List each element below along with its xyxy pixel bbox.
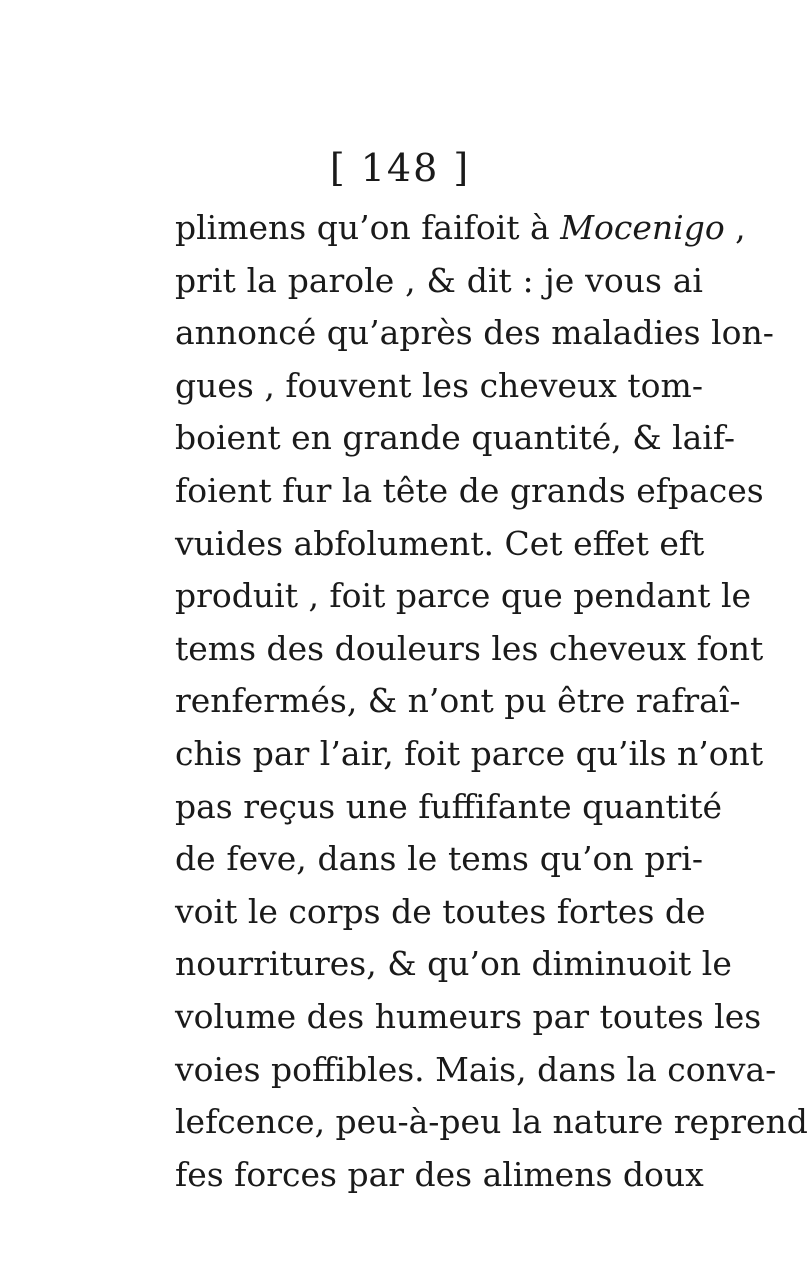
text-line-1-start: plimens qu’on faifoit à (175, 208, 561, 247)
text-line-4: gues , fouvent les cheveux tom- (175, 365, 703, 405)
text-line-1-italic: Mocenigo (560, 208, 725, 247)
text-line-14: voit le corps de toutes fortes de (175, 891, 706, 931)
text-line-11: chis par l’air, foit parce qu’ils n’ont (175, 733, 764, 773)
text-line-10: renfermés, & n’ont pu être rafraî- (175, 681, 741, 721)
text-line-5: boient en grande quantité, & laif- (175, 418, 736, 458)
text-line-13: de feve, dans le tems qu’on pri- (175, 839, 703, 879)
text-line-8: produit , foit parce que pendant le (175, 576, 752, 616)
text-line-12: pas reçus une fuffifante quantité (175, 786, 723, 826)
text-line-17: voies poffibles. Mais, dans la conva- (175, 1049, 777, 1089)
text-line-1 (175, 202, 746, 255)
text-line-18: lefcence, peu-à-peu la nature reprend (175, 1102, 808, 1142)
text-line-7: vuides abfolument. Cet effet eft (175, 523, 705, 563)
text-line-6: foient fur la tête de grands efpaces (175, 470, 764, 510)
page-number: [ 148 ] (329, 146, 471, 190)
body-text (175, 202, 808, 1201)
text-line-1-end: , (724, 208, 746, 247)
text-line-2: prit la parole , & dit : je vous ai (175, 260, 703, 300)
text-line-9: tems des douleurs les cheveux font (175, 628, 764, 668)
text-line-16: volume des humeurs par toutes les (175, 996, 762, 1036)
text-line-3: annoncé qu’après des maladies lon- (175, 313, 774, 353)
text-line-19: fes forces par des alimens doux (175, 1154, 704, 1194)
text-line-15: nourritures, & qu’on diminuoit le (175, 944, 732, 984)
